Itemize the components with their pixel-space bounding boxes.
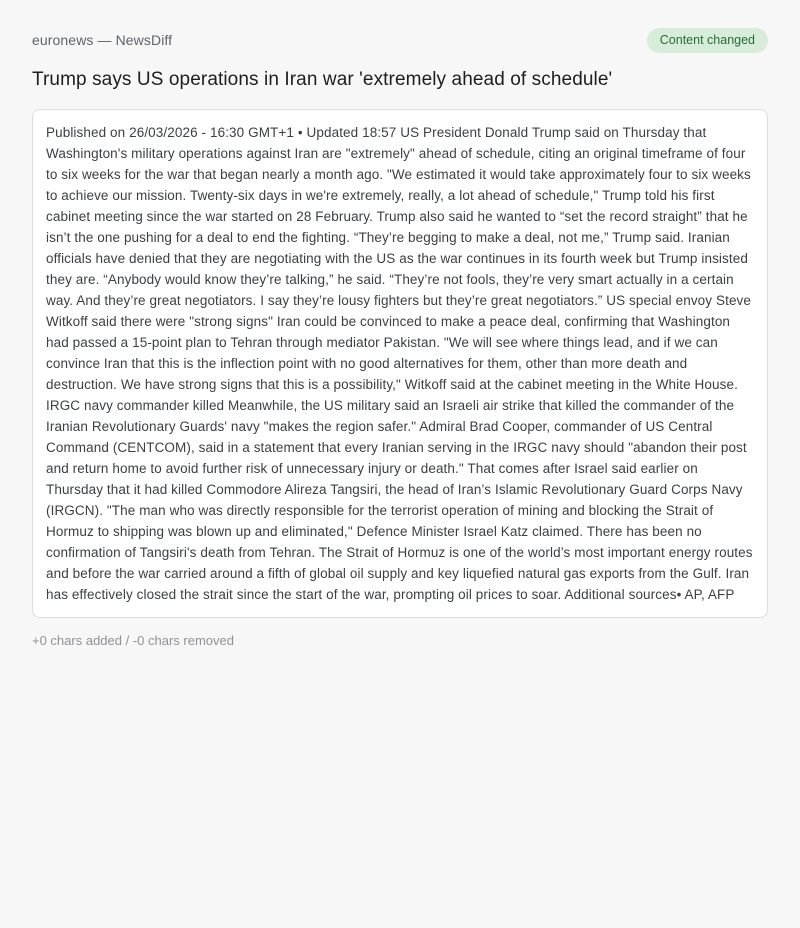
article-body-text: Published on 26/03/2026 - 16:30 GMT+1 • Updated 18:57 US President Donald Trump said on Thursday that Washington's military operations against Iran are "extremely" ahead of schedule, citing an original timeframe of four to six weeks for the war that began nearly a month ago. "We estimated it would take approximately four to six weeks to achieve our mission. Twenty-six days in we're extremely, really, a lot ahead of schedule," Trump told his first cabinet meeting since the war started on 28 February. Trump also said he wanted to “set the record straight” that he isn’t the one pushing for a deal to end the fighting. “They’re begging to make a deal, not me,” Trump said. Iranian officials have denied that they are negotiating with the US as the war continues in its fourth week but Trump insisted they are. “Anybody would know they’re talking,” he said. “They’re not fools, they’re very smart actually in a certain way. And they’re great negotiators. I say they’re lousy fighters but they’re great negotiators.” US special envoy Steve Witkoff said there were "strong signs" Iran could be convinced to make a peace deal, confirming that Washington had passed a 15-point plan to Tehran through mediator Pakistan. "We will see where things lead, and if we can convince Iran that this is the inflection point with no good alternatives for them, other than more death and destruction. We have strong signs that this is a possibility," Witkoff said at the cabinet meeting in the White House. IRGC navy commander killed Meanwhile, the US military said an Israeli air strike that killed the commander of the Iranian Revolutionary Guards' navy "makes the region safer." Admiral Brad Cooper, commander of US Central Command (CENTCOM), said in a statement that every Iranian serving in the IRGC navy should "abandon their post and return home to avoid further risk of unnecessary injury or death." That comes after Israel said earlier on Thursday that it had killed Commodore Alireza Tangsiri, the head of Iran’s Islamic Revolutionary Guard Corps Navy (IRGCN). "The man who was directly responsible for the terrorist operation of mining and blocking the Strait of Hormuz to shipping was blown up and eliminated," Defence Minister Israel Katz claimed. There has been no confirmation of Tangsiri's death from Tehran. The Strait of Hormuz is one of the world’s most important energy routes and before the war carried around a fifth of global oil supply and key liquefied natural gas exports from the Gulf. Iran has effectively closed the strait since the start of the war, prompting oil prices to soar. Additional sources• AP, AFP <box>46 124 753 602</box>
page-header <box>32 28 768 53</box>
status-badge: Content changed <box>647 28 768 53</box>
article-title: Trump says US operations in Iran war 'extremely ahead of schedule' <box>32 68 613 90</box>
article-card <box>32 109 768 618</box>
diff-stats: +0 chars added / -0 chars removed <box>32 632 234 648</box>
source-label: euronews — NewsDiff <box>32 32 173 49</box>
